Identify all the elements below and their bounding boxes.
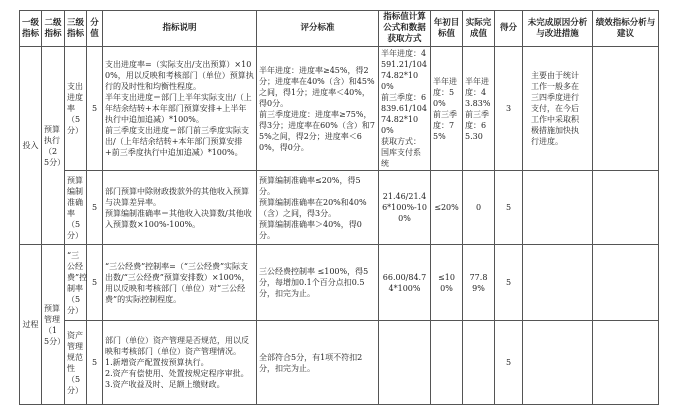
suggestion-cell (593, 47, 659, 171)
header-level2: 二级指标 (42, 11, 65, 47)
formula-cell (379, 321, 431, 405)
actual-cell: 半年进度：43.83% 前三季度：65.30 (463, 47, 495, 171)
score-value-cell: 5 (87, 321, 103, 405)
reason-cell (523, 245, 593, 321)
reason-cell: 主要由于统计工作一般多在三四季度进行支付，在今后工作中采取积极措施加快执行进度。 (523, 47, 593, 171)
reason-cell (523, 321, 593, 405)
reason-cell (523, 171, 593, 245)
level3-cell: “三公经费”控制率（5分） (65, 245, 87, 321)
criteria-cell: 预算编制准确率≤20%，得5分。 预算编制准确率在20%和40%（含）之间，得3分。 预算编制准确率＞40%，得0分。 (257, 171, 379, 245)
actual-cell (463, 321, 495, 405)
level1-cell: 投入 (20, 47, 42, 245)
criteria-cell: 半年进度：进度率≥45%，得2分；进度率在40%（含）和45%之间，得1分；进度率＜40%，得0分。 前三季度进度：进度率≥75%，得3分；进度率在60%（含）和75%之间，得2分；进度率＜60%，得0分。 (257, 47, 379, 171)
score-value-cell: 5 (87, 245, 103, 321)
header-row (20, 11, 659, 47)
header-score-value: 分值 (87, 11, 103, 47)
target-cell (431, 321, 463, 405)
level2-cell: 预算管理（15分） (42, 245, 65, 405)
suggestion-cell (593, 245, 659, 321)
score-cell: 5 (495, 321, 523, 405)
actual-cell: 0 (463, 171, 495, 245)
target-cell: 半年进度：50% 前三季度：75% (431, 47, 463, 171)
header-level1: 一级指标 (20, 11, 42, 47)
header-reason: 未完成原因分析与改进措施 (523, 11, 593, 47)
criteria-cell: 全部符合5分，有1项不符扣2分，扣完为止。 (257, 321, 379, 405)
score-cell: 5 (495, 245, 523, 321)
target-cell: ≤20% (431, 171, 463, 245)
header-score: 得分 (495, 11, 523, 47)
level3-cell: 资产管理规范性（5分） (65, 321, 87, 405)
level2-cell: 预算执行（25分） (42, 47, 65, 245)
score-value-cell: 5 (87, 171, 103, 245)
suggestion-cell (593, 321, 659, 405)
formula-cell: 21.46/21.46*100%-100% (379, 171, 431, 245)
header-description: 指标说明 (103, 11, 257, 47)
header-target: 年初目标值 (431, 11, 463, 47)
description-cell: 部门预算中除财政拨款外的其他收入预算与决算差异率。 预算编制准确率＝其他收入决算数/其他收入预算数×100%-100%。 (103, 171, 257, 245)
level3-cell: 支出进度率（5分） (65, 47, 87, 171)
formula-cell: 半年进度：4591.21/10474.82*100% 前三季度：6839.61/10474.82*100% 获取方式：国库支付系统 (379, 47, 431, 171)
suggestion-cell (593, 171, 659, 245)
header-formula: 指标值计算公式和数据获取方式 (379, 11, 431, 47)
description-cell: 部门（单位）资产管理是否规范，用以反映和考核部门（单位）资产管理情况。 1.新增资产配置按预算执行。 2.资产有偿使用、处置按规定程序审批。 3.资产收益及时、足额上缴财政。 (103, 321, 257, 405)
header-suggestion: 绩效指标分析与建议 (593, 11, 659, 47)
actual-cell: 77.89% (463, 245, 495, 321)
criteria-cell: 三公经费控制率 ≤100%，得5分，每增加0.1个百分点扣0.5分，扣完为止。 (257, 245, 379, 321)
header-actual: 实际完成值 (463, 11, 495, 47)
score-cell: 3 (495, 47, 523, 171)
description-cell: “三公经费”控制率=（“三公经费”实际支出数/“三公经费”预算安排数）×100%，用以反映和考核部门（单位）对“三公经费”的实际控制程度。 (103, 245, 257, 321)
target-cell: ≤100% (431, 245, 463, 321)
header-level3: 三级指标 (65, 11, 87, 47)
header-criteria: 评分标准 (257, 11, 379, 47)
table-row (20, 245, 659, 321)
score-value-cell: 5 (87, 47, 103, 171)
table-row (20, 321, 659, 405)
formula-cell: 66.00/84.74*100% (379, 245, 431, 321)
table-row (20, 171, 659, 245)
performance-indicator-table (19, 10, 659, 405)
level3-cell: 预算编制准确率（5分） (65, 171, 87, 245)
description-cell: 支出进度率=（实际支出/支出预算）×100%，用以反映和考核部门（单位）预算执行的及时性和均衡性程度。 半年支出进度＝部门上半年实际支出/（上年结余结转+本年部门预算安排+上半年执行中追加追减）*100%。 前三季度支出进度＝部门前三季度实际支出/（上年结余结转+本年部门预算安排+前三季度执行中追加追减）*100%。 (103, 47, 257, 171)
level1-cell: 过程 (20, 245, 42, 405)
score-cell: 5 (495, 171, 523, 245)
table-row (20, 47, 659, 171)
